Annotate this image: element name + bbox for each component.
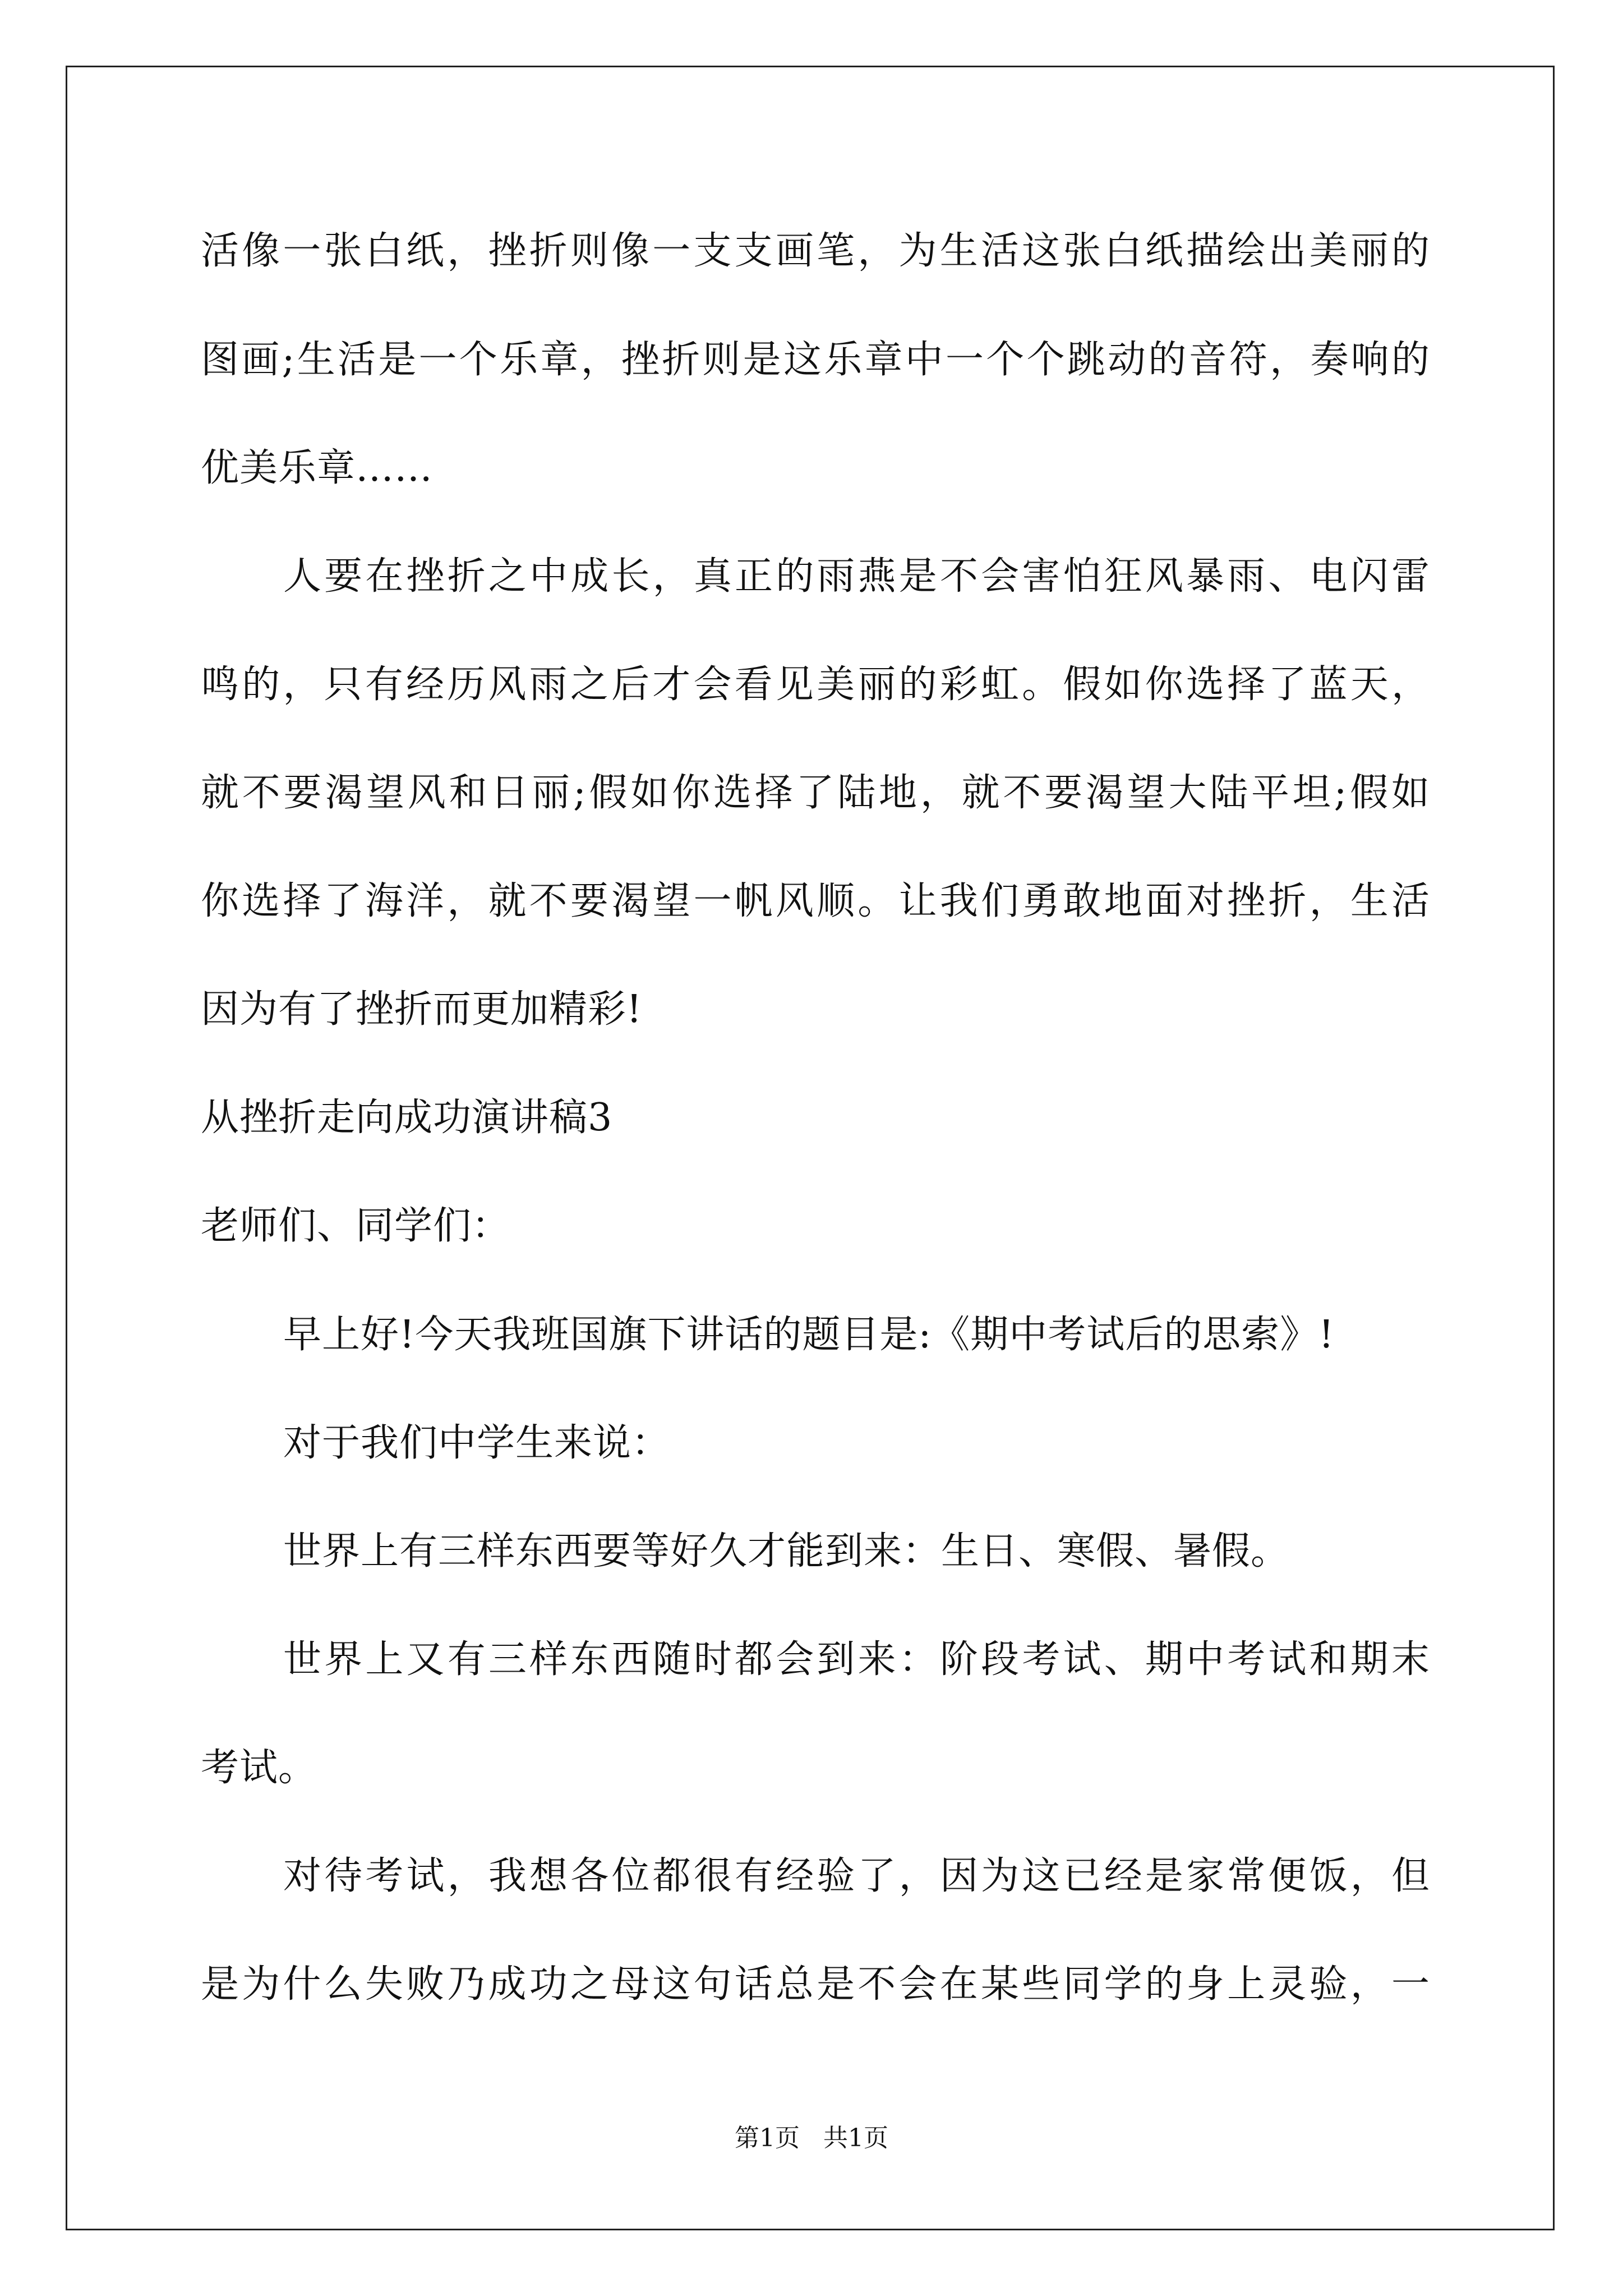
salutation: 老师们、同学们： bbox=[201, 1204, 511, 1248]
paragraph-first-line: 对于我们中学生来说： bbox=[283, 1421, 671, 1465]
page-number-footer: 第1页 共1页 bbox=[735, 2124, 888, 2152]
paragraph-first-line: 早上好!今天我班国旗下讲话的题目是:《期中考试后的思索》! bbox=[283, 1313, 1335, 1357]
text-line: 你选择了海洋，就不要渴望一帆风顺。让我们勇敢地面对挫折，生活 bbox=[201, 879, 1430, 923]
paragraph-first-line: 人要在挫折之中成长，真正的雨燕是不会害怕狂风暴雨、电闪雷 bbox=[283, 554, 1430, 599]
text-line: 图画;生活是一个乐章，挫折则是这乐章中一个个跳动的音符，奏响的 bbox=[201, 338, 1430, 382]
paragraph-first-line: 世界上有三样东西要等好久才能到来：生日、寒假、暑假。 bbox=[283, 1529, 1290, 1573]
text-line: 优美乐章…… bbox=[201, 446, 434, 490]
text-line: 是为什么失败乃成功之母这句话总是不会在某些同学的身上灵验，一 bbox=[201, 1962, 1430, 2007]
text-line: 考试。 bbox=[201, 1746, 317, 1790]
text-line: 鸣的，只有经历风雨之后才会看见美丽的彩虹。假如你选择了蓝天， bbox=[201, 662, 1430, 707]
text-line: 活像一张白纸，挫折则像一支支画笔，为生活这张白纸描绘出美丽的 bbox=[201, 229, 1430, 273]
section-title: 从挫折走向成功演讲稿3 bbox=[201, 1096, 613, 1140]
paragraph-first-line: 世界上又有三样东西随时都会到来：阶段考试、期中考试和期末 bbox=[283, 1637, 1430, 1682]
text-line: 因为有了挫折而更加精彩! bbox=[201, 987, 643, 1032]
paragraph-first-line: 对待考试，我想各位都很有经验了，因为这已经是家常便饭，但 bbox=[283, 1854, 1430, 1898]
page-border bbox=[66, 66, 1555, 2230]
text-line: 就不要渴望风和日丽;假如你选择了陆地，就不要渴望大陆平坦;假如 bbox=[201, 771, 1430, 815]
